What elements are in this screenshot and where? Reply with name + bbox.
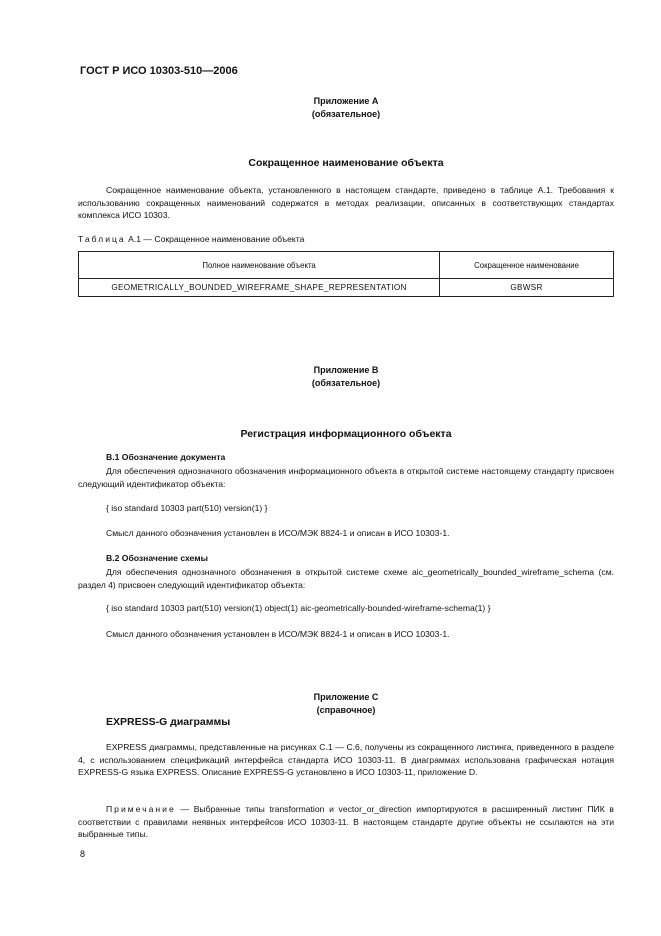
appendix-b-status: (обязательное): [311, 378, 381, 388]
abbreviation-table: [78, 251, 614, 297]
table-row: [79, 279, 614, 297]
appendix-a-paragraph: Сокращенное наименование объекта, установленного в настоящем стандарте, приведено в таблице А.1. Требования к использованию сокращенных наименований содержатся в методах реализации, описанных в соответствующих стандартах комплекса ИСО 10303.: [78, 185, 614, 220]
table-cell: GEOMETRICALLY_BOUNDED_WIREFRAME_SHAPE_REPRESENTATION: [79, 279, 440, 297]
table-caption-word: Таблица: [78, 234, 126, 244]
appendix-c-note: [78, 803, 614, 841]
table-cell: GBWSR: [440, 279, 614, 297]
appendix-c-title: Приложение С: [313, 692, 379, 702]
section-b1-paragraph: Для обеспечения однозначного обозначения информационного объекта в открытой системе настоящему стандарту присвоен следующий идентификатор объекта:: [78, 466, 614, 489]
table-header-row: [79, 252, 614, 279]
note-label: Примечание: [106, 804, 176, 814]
table-header-cell: Сокращенное наименование: [440, 252, 614, 279]
appendix-a-heading: Сокращенное наименование объекта: [248, 157, 444, 169]
appendix-b-title: Приложение В: [313, 365, 379, 375]
section-b2-meaning: Смысл данного обозначения установлен в ИСО/МЭК 8824-1 и описан в ИСО 10303-1.: [106, 629, 450, 639]
document-header: ГОСТ Р ИСО 10303-510—2006: [80, 65, 238, 77]
appendix-c-paragraph: EXPRESS диаграммы, представленные на рисунках С.1 — С.6, получены из сокращенного листинга, приведенного в разделе 4, с использованием спецификаций интерфейса стандарта ИСО 10303-11. В диаграммах использована графическая нотация EXPRESS-G языка EXPRESS. Описание EXPRESS-G установлено в ИСО 10303-11, приложение D.: [78, 742, 614, 777]
appendix-a-status: (обязательное): [311, 109, 381, 119]
appendix-c-heading: EXPRESS-G диаграммы: [106, 716, 231, 728]
appendix-b-heading: Регистрация информационного объекта: [240, 428, 452, 440]
section-b1-meaning: Смысл данного обозначения установлен в ИСО/МЭК 8824-1 и описан в ИСО 10303-1.: [106, 528, 450, 538]
appendix-a-title: Приложение А: [313, 96, 379, 106]
note-text: — Выбранные типы transformation и vector_or_direction импортируются в расширенный листинг ПИК в соответствии с правилами неявных интерфейсов ИСО 10303-11. В настоящем стандарте другие объекты не ссылаются на эти выбранные типы.: [78, 804, 614, 839]
section-b2-paragraph: Для обеспечения однозначного обозначения в открытой системе схеме aic_geometrically_bounded_wireframe_schema (см. раздел 4) присвоен следующий идентификатор объекта:: [78, 567, 614, 590]
section-b1-identifier: { iso standard 10303 part(510) version(1) }: [106, 503, 268, 513]
page-number: 8: [80, 849, 86, 859]
table-caption: [78, 234, 304, 244]
table-header-cell: Полное наименование объекта: [79, 252, 440, 279]
section-b2-heading: В.2 Обозначение схемы: [106, 553, 208, 563]
section-b2-identifier: { iso standard 10303 part(510) version(1) object(1) aic-geometrically-bounded-wireframe-schema(1) }: [106, 603, 491, 613]
appendix-c-status: (справочное): [316, 705, 376, 715]
table-caption-text: А.1 — Сокращенное наименование объекта: [128, 234, 305, 244]
section-b1-heading: В.1 Обозначение документа: [106, 452, 226, 462]
